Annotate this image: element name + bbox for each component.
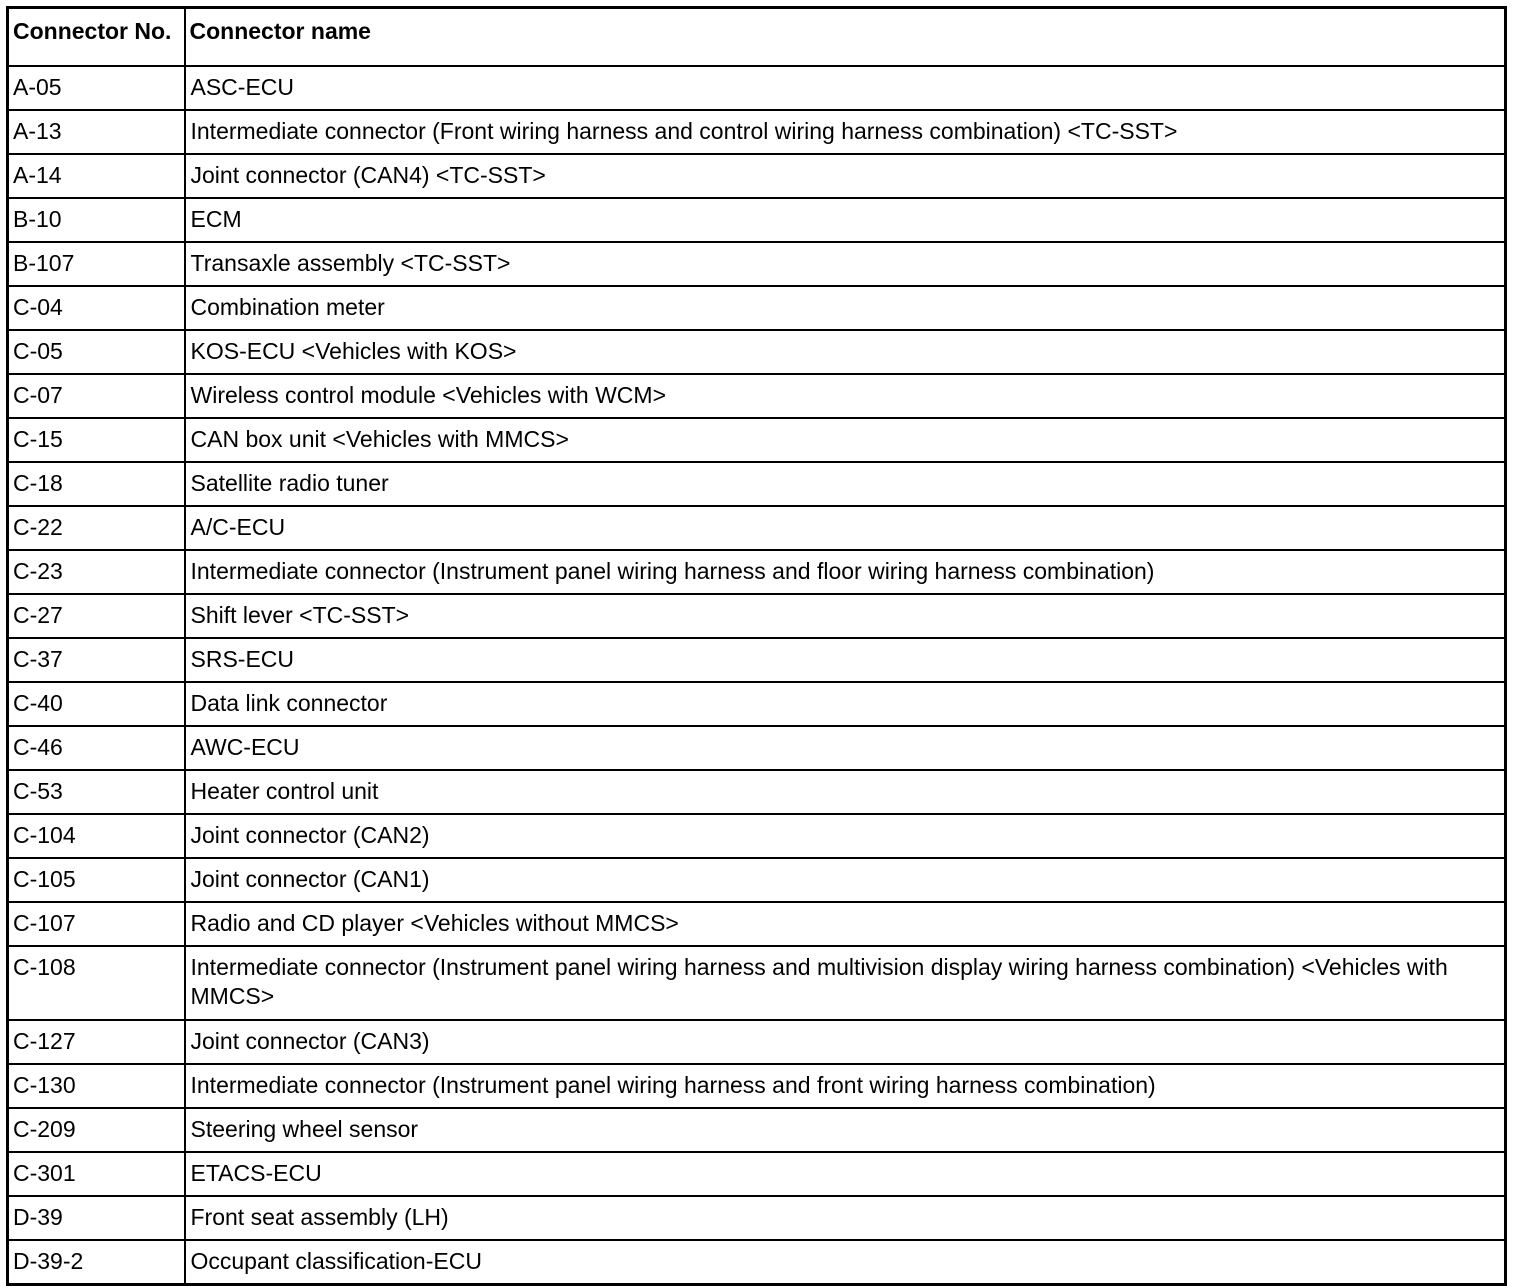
table-row <box>8 418 1506 462</box>
connector-name-cell: Wireless control module <Vehicles with WCM> <box>185 374 1506 418</box>
connector-no-cell: C-108 <box>8 946 185 1020</box>
connector-no-cell: C-05 <box>8 330 185 374</box>
connector-no-cell: C-18 <box>8 462 185 506</box>
connector-name-cell: Joint connector (CAN2) <box>185 814 1506 858</box>
connector-name-cell: Heater control unit <box>185 770 1506 814</box>
connector-table <box>6 6 1507 1286</box>
connector-no-cell: B-107 <box>8 242 185 286</box>
table-row <box>8 1152 1506 1196</box>
table-row <box>8 374 1506 418</box>
table-row <box>8 946 1506 1020</box>
table-row <box>8 550 1506 594</box>
connector-no-cell: D-39-2 <box>8 1240 185 1285</box>
connector-name-cell: Intermediate connector (Front wiring harness and control wiring harness combination) <TC-SST> <box>185 110 1506 154</box>
connector-name-cell: Steering wheel sensor <box>185 1108 1506 1152</box>
connector-name-cell: Satellite radio tuner <box>185 462 1506 506</box>
connector-name-cell: A/C-ECU <box>185 506 1506 550</box>
table-row <box>8 1108 1506 1152</box>
connector-name-cell: Joint connector (CAN1) <box>185 858 1506 902</box>
table-row <box>8 1064 1506 1108</box>
header-connector-name: Connector name <box>185 8 1506 66</box>
connector-name-cell: Front seat assembly (LH) <box>185 1196 1506 1240</box>
table-header-row <box>8 8 1506 66</box>
connector-name-cell: SRS-ECU <box>185 638 1506 682</box>
connector-no-cell: A-14 <box>8 154 185 198</box>
connector-no-cell: A-13 <box>8 110 185 154</box>
connector-no-cell: C-107 <box>8 902 185 946</box>
connector-no-cell: C-22 <box>8 506 185 550</box>
table-row <box>8 1196 1506 1240</box>
connector-name-cell: Intermediate connector (Instrument panel wiring harness and multivision display wiring harness combination) <Vehicles with MMCS> <box>185 946 1506 1020</box>
table-row <box>8 154 1506 198</box>
connector-name-cell: KOS-ECU <Vehicles with KOS> <box>185 330 1506 374</box>
table-row <box>8 198 1506 242</box>
table-row <box>8 66 1506 110</box>
connector-no-cell: C-53 <box>8 770 185 814</box>
connector-name-cell: Intermediate connector (Instrument panel wiring harness and floor wiring harness combination) <box>185 550 1506 594</box>
table-row <box>8 462 1506 506</box>
connector-name-cell: ASC-ECU <box>185 66 1506 110</box>
table-row <box>8 110 1506 154</box>
connector-no-cell: C-46 <box>8 726 185 770</box>
connector-no-cell: A-05 <box>8 66 185 110</box>
connector-no-cell: C-23 <box>8 550 185 594</box>
header-connector-no: Connector No. <box>8 8 185 66</box>
table-row <box>8 858 1506 902</box>
connector-name-cell: Radio and CD player <Vehicles without MMCS> <box>185 902 1506 946</box>
table-row <box>8 1240 1506 1285</box>
connector-no-cell: C-209 <box>8 1108 185 1152</box>
connector-no-cell: C-04 <box>8 286 185 330</box>
table-row <box>8 1020 1506 1064</box>
table-body <box>8 66 1506 1285</box>
connector-no-cell: B-10 <box>8 198 185 242</box>
connector-name-cell: Combination meter <box>185 286 1506 330</box>
table-row <box>8 286 1506 330</box>
connector-no-cell: C-104 <box>8 814 185 858</box>
connector-name-cell: Joint connector (CAN4) <TC-SST> <box>185 154 1506 198</box>
connector-no-cell: C-301 <box>8 1152 185 1196</box>
connector-no-cell: C-37 <box>8 638 185 682</box>
table-row <box>8 330 1506 374</box>
connector-no-cell: C-07 <box>8 374 185 418</box>
connector-name-cell: Transaxle assembly <TC-SST> <box>185 242 1506 286</box>
connector-no-cell: C-127 <box>8 1020 185 1064</box>
connector-name-cell: ETACS-ECU <box>185 1152 1506 1196</box>
table-row <box>8 594 1506 638</box>
connector-name-cell: Intermediate connector (Instrument panel wiring harness and front wiring harness combination) <box>185 1064 1506 1108</box>
table-row <box>8 506 1506 550</box>
connector-name-cell: Occupant classification-ECU <box>185 1240 1506 1285</box>
connector-name-cell: Joint connector (CAN3) <box>185 1020 1506 1064</box>
table-row <box>8 902 1506 946</box>
table-row <box>8 638 1506 682</box>
table-row <box>8 770 1506 814</box>
connector-no-cell: C-130 <box>8 1064 185 1108</box>
connector-name-cell: Data link connector <box>185 682 1506 726</box>
connector-name-cell: AWC-ECU <box>185 726 1506 770</box>
connector-no-cell: D-39 <box>8 1196 185 1240</box>
connector-name-cell: Shift lever <TC-SST> <box>185 594 1506 638</box>
table-row <box>8 682 1506 726</box>
connector-no-cell: C-15 <box>8 418 185 462</box>
connector-no-cell: C-105 <box>8 858 185 902</box>
connector-name-cell: ECM <box>185 198 1506 242</box>
connector-name-cell: CAN box unit <Vehicles with MMCS> <box>185 418 1506 462</box>
connector-no-cell: C-40 <box>8 682 185 726</box>
table-row <box>8 242 1506 286</box>
connector-no-cell: C-27 <box>8 594 185 638</box>
table-row <box>8 814 1506 858</box>
table-row <box>8 726 1506 770</box>
